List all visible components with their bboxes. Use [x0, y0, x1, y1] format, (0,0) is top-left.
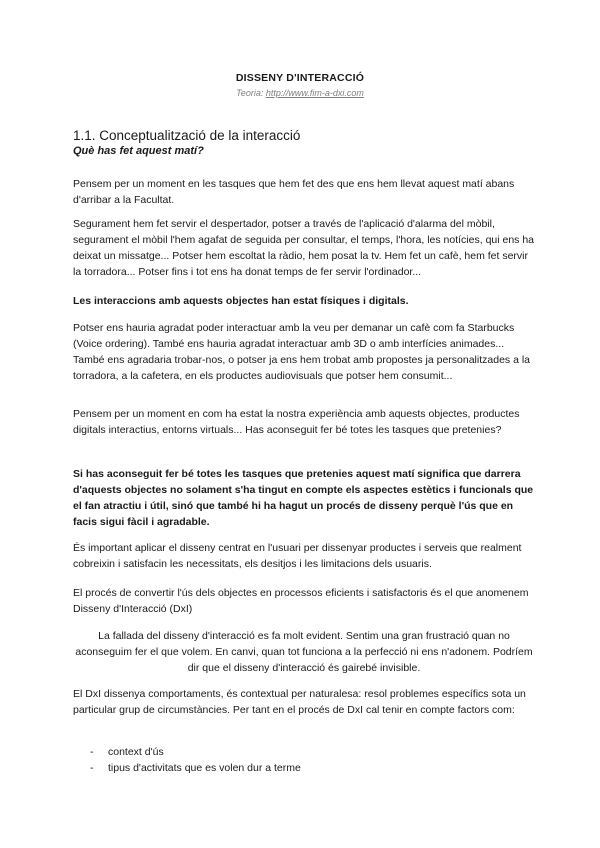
- paragraph-interactions-highlight: Les interaccions amb aquests objectes han estat físiques i digitals.: [73, 295, 409, 307]
- paragraph-dxi-behaviour: El DxI dissenya comportaments, és contextual per naturalesa: resol problemes específics sota un particular grup de circumstàncies. Per tant en el procés de DxI cal tenir en compte factors com:: [73, 688, 526, 716]
- section-title: 1.1. Conceptualització de la interacció: [73, 128, 301, 143]
- paragraph-intro: Pensem per un moment en les tasques que hem fet des que ens hem llevat aquest matí abans d'arribar a la Facultat.: [73, 178, 515, 206]
- factors-list: [90, 744, 301, 776]
- list-item: [90, 744, 301, 760]
- theory-link[interactable]: http://www.fim-a-dxi.com: [265, 88, 364, 98]
- paragraph-dxi-definition: El procés de convertir l'ús dels objectes en processos eficients i satisfactoris és el que anomenem Disseny d'Interacció (DxI): [73, 587, 529, 615]
- paragraph-voice-3d: Potser ens hauria agradat poder interactuar amb la veu per demanar un cafè com fa Starbucks (Voice ordering). També ens hauria agradat interactuar amb 3D o amb interfícies animades... També ens agradaria trobar-nos, o potser ja ens hem trobat amb propostes ja personalitzades a la torradora, a la cafetera, en els productes audiovisuals que potser hem consumit...: [73, 322, 531, 382]
- section-question: Què has fet aquest matí?: [73, 145, 204, 157]
- list-bullet: -: [90, 762, 94, 774]
- list-item: [90, 760, 301, 776]
- document-title: DISSENY D'INTERACCIÓ: [235, 72, 365, 84]
- paragraph-morning-tasks: Segurament hem fet servir el despertador, potser a través de l'aplicació d'alarma del mòbil, segurament el mòbil l'hem agafat de seguida per consultar, el temps, l'hora, les notícies, qui ens ha deixat un missatge... Potser hem escoltat la ràdio, hem posat la tv. Hem fet un cafè, hem fet servir la torradora... Potser fins i tot ens ha donat temps de fer servir l'ordinador...: [73, 218, 535, 278]
- list-item-text: tipus d'activitats que es volen dur a terme: [108, 762, 301, 774]
- paragraph-experience: Pensem per un moment en com ha estat la nostra experiència amb aquests objectes, productes digitals interactius, entorns virtuals... Has aconseguit fer bé totes les tasques que pretenies?: [73, 408, 520, 436]
- subtitle-prefix: Teoria:: [236, 88, 266, 98]
- paragraph-user-centered: És important aplicar el disseny centrat en l'usuari per dissenyar productes i serveis que realment cobreixin i satisfacin les necessitats, els desitjos i les limitacions dels usuaris.: [73, 542, 522, 570]
- list-bullet: -: [90, 746, 94, 758]
- document-subtitle: [0, 88, 600, 98]
- list-item-text: context d'ús: [108, 746, 164, 758]
- quote-invisible-design: La fallada del disseny d'interacció es fa molt evident. Sentim una gran frustració quan no aconseguim fer el que volem. En canvi, quan tot funciona a la perfecció ni ens n'adonem. Podríem dir que el disseny d'interacció és gairebé invisible.: [75, 630, 533, 674]
- paragraph-design-process: Si has aconseguit fer bé totes les tasques que pretenies aquest matí significa que darrera d'aquests objectes no solament s'ha tingut en compte els aspectes estètics i funcionals que el fan atractiu i útil, sinó que també hi ha hagut un procés de disseny perquè l'ús que en facis sigui fàcil i agradable.: [73, 468, 534, 528]
